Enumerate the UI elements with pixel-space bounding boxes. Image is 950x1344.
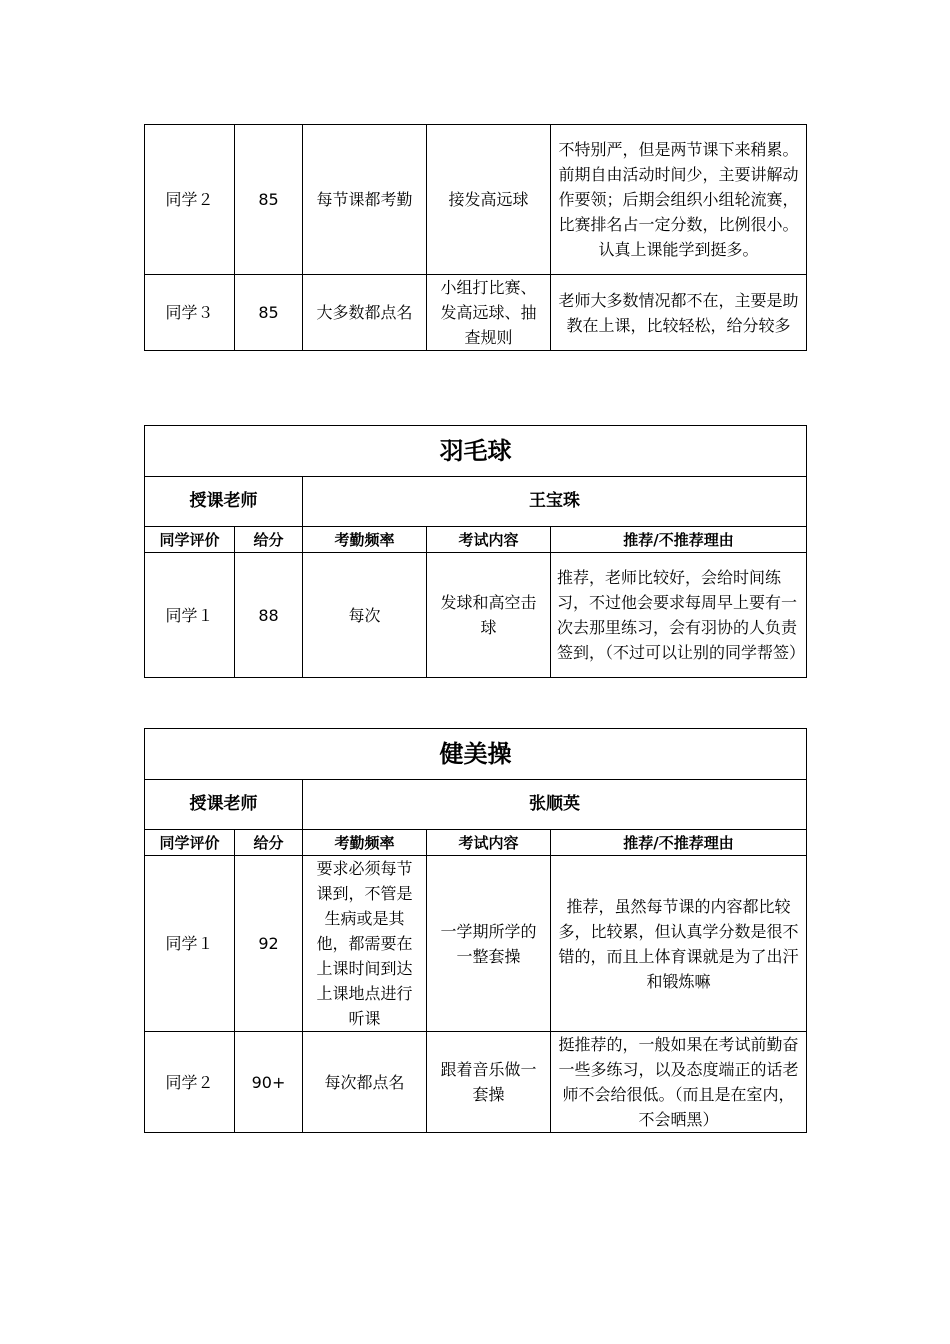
attendance-cell: 要求必须每节课到，不管是生病或是其他，都需要在上课时间到达上课地点进行听课 (303, 856, 427, 1032)
header-attendance: 考勤频率 (303, 830, 427, 856)
header-attendance: 考勤频率 (303, 527, 427, 553)
teacher-label: 授课老师 (145, 780, 303, 830)
reason-cell: 老师大多数情况都不在，主要是助教在上课，比较轻松，给分较多 (551, 275, 807, 351)
title-row (145, 729, 807, 780)
student-cell: 同学２ (145, 125, 235, 275)
teacher-name: 张顺英 (303, 780, 807, 830)
student-cell: 同学１ (145, 856, 235, 1032)
teacher-row (145, 477, 807, 527)
table-row (145, 553, 807, 678)
header-exam: 考试内容 (427, 830, 551, 856)
score-cell: 85 (235, 275, 303, 351)
reason-cell: 推荐，老师比较好，会给时间练习，不过他会要求每周早上要有一次去那里练习，会有羽协的人负责签到，（不过可以让别的同学帮签） (551, 553, 807, 678)
reason-cell: 推荐，虽然每节课的内容都比较多，比较累，但认真学分数是很不错的，而且上体育课就是为了出汗和锻炼嘛 (551, 856, 807, 1032)
teacher-row (145, 780, 807, 830)
reason-cell: 不特别严，但是两节课下来稍累。前期自由活动时间少，主要讲解动作要领；后期会组织小组轮流赛，比赛排名占一定分数，比例很小。认真上课能学到挺多。 (551, 125, 807, 275)
reason-cell: 挺推荐的，一般如果在考试前勤奋一些多练习，以及态度端正的话老师不会给很低。（而且是在室内，不会晒黑） (551, 1032, 807, 1133)
table-row (145, 856, 807, 1032)
score-cell: 88 (235, 553, 303, 678)
title-row (145, 426, 807, 477)
course-title: 健美操 (145, 729, 807, 780)
exam-cell: 发球和高空击球 (427, 553, 551, 678)
attendance-cell: 每次都点名 (303, 1032, 427, 1133)
table-row (145, 275, 807, 351)
header-score: 给分 (235, 527, 303, 553)
teacher-label: 授课老师 (145, 477, 303, 527)
score-cell: 90+ (235, 1032, 303, 1133)
student-cell: 同学３ (145, 275, 235, 351)
student-cell: 同学１ (145, 553, 235, 678)
header-row (145, 830, 807, 856)
exam-cell: 小组打比赛、发高远球、抽查规则 (427, 275, 551, 351)
attendance-cell: 大多数都点名 (303, 275, 427, 351)
header-student: 同学评价 (145, 830, 235, 856)
header-reason: 推荐/不推荐理由 (551, 830, 807, 856)
table-row (145, 125, 807, 275)
header-reason: 推荐/不推荐理由 (551, 527, 807, 553)
exam-cell: 跟着音乐做一套操 (427, 1032, 551, 1133)
header-exam: 考试内容 (427, 527, 551, 553)
teacher-name: 王宝珠 (303, 477, 807, 527)
exam-cell: 接发高远球 (427, 125, 551, 275)
student-cell: 同学２ (145, 1032, 235, 1133)
header-score: 给分 (235, 830, 303, 856)
badminton-table (144, 425, 807, 678)
header-student: 同学评价 (145, 527, 235, 553)
score-cell: 85 (235, 125, 303, 275)
score-cell: 92 (235, 856, 303, 1032)
aerobics-table (144, 728, 807, 1133)
continued-evaluation-table (144, 124, 807, 351)
attendance-cell: 每次 (303, 553, 427, 678)
course-title: 羽毛球 (145, 426, 807, 477)
table-row (145, 1032, 807, 1133)
header-row (145, 527, 807, 553)
exam-cell: 一学期所学的一整套操 (427, 856, 551, 1032)
attendance-cell: 每节课都考勤 (303, 125, 427, 275)
